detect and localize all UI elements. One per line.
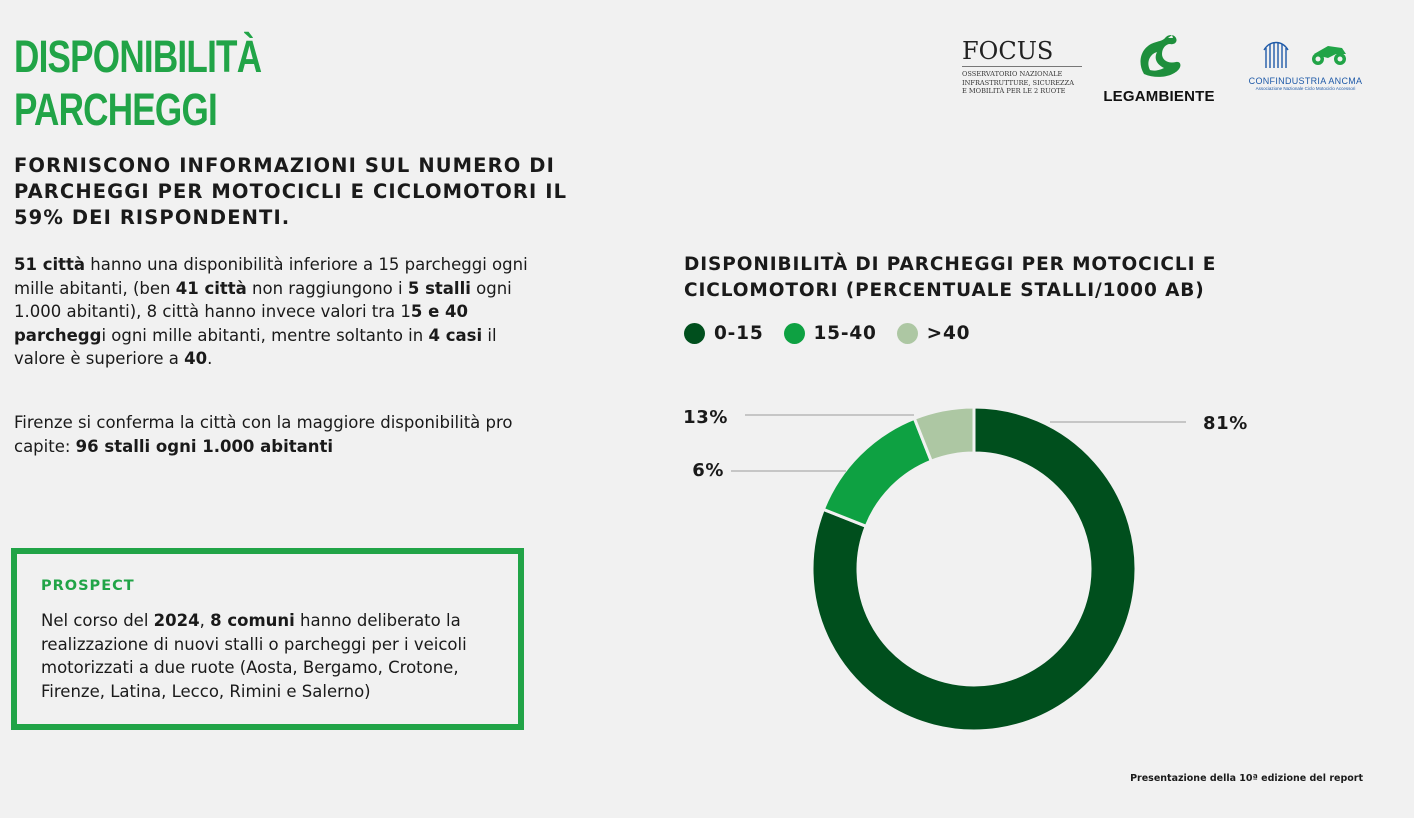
- prospect-text-1: Nel corso del: [41, 611, 154, 630]
- p1-text-5: il valore è superiore a: [14, 325, 497, 368]
- bold-96-stalli: 96 stalli ogni 1.000 abitanti: [75, 436, 334, 456]
- legend-label-15-40: 15-40: [813, 323, 877, 344]
- p2-text-1: Firenze si conferma la città con la maggiore disponibilità pro capite:: [14, 413, 513, 456]
- p1-text-6: .: [207, 349, 213, 368]
- focus-logo-sub-line1: OSSERVATORIO NAZIONALE: [962, 70, 1063, 78]
- bold-5-stalli: 5 stalli: [407, 278, 471, 298]
- focus-logo-sub-line3: E MOBILITÀ PER LE 2 RUOTE: [962, 87, 1066, 95]
- confindustria-logo-subtitle: Associazione Nazionale Ciclo Motociclo Accessori: [1255, 86, 1356, 91]
- p1-text-4: i ogni mille abitanti, mentre soltanto in: [101, 325, 429, 345]
- prospect-bold-8-comuni: 8 comuni: [210, 611, 295, 630]
- prospect-title: PROSPECT: [41, 578, 135, 594]
- p1-text-3: ogni 1.000 abitanti), 8 città hanno invece valori tra 1: [14, 278, 512, 321]
- page-title-line1: DISPONIBILITÀ: [14, 31, 262, 82]
- headline: FORNISCONO INFORMAZIONI SUL NUMERO DI PARCHEGGI PER MOTOCICLI E CICLOMOTORI IL 59% DEI RISPONDENTI.: [14, 154, 568, 229]
- prospect-bold-2024: 2024: [153, 611, 200, 630]
- footer-note: Presentazione della 10ª edizione del report: [1130, 773, 1363, 784]
- focus-logo-word: FOCUS: [962, 37, 1054, 65]
- bold-4-casi: 4 casi: [428, 325, 483, 345]
- data-label-15-40: 13%: [683, 407, 728, 428]
- bold-15-40-parcheggi: 5 e 40 parchegg: [14, 302, 469, 345]
- legend-label-0-15: 0-15: [714, 323, 764, 344]
- data-label-0-15: 81%: [1203, 413, 1248, 434]
- prospect-text-3: hanno deliberato la realizzazione di nuovi stalli o parcheggi per i veicoli motorizzati a due ruote (Aosta, Bergamo, Crotone, Firenze, Latina, Lecco, Rimini e Salerno): [41, 611, 467, 701]
- p1-text-2: non raggiungono i: [246, 278, 408, 298]
- bold-40: 40: [184, 349, 208, 368]
- page-title-line2: PARCHEGGI: [14, 84, 217, 135]
- donut-slice-15-40: [823, 418, 931, 526]
- bold-41-citta: 41 città: [175, 278, 247, 298]
- p1-text-1: hanno una disponibilità inferiore a 15 parcheggi ogni mille abitanti, (ben: [14, 255, 528, 298]
- chart-title: DISPONIBILITÀ DI PARCHEGGI PER MOTOCICLI E CICLOMOTORI (PERCENTUALE STALLI/1000 AB): [684, 254, 1217, 301]
- data-label-over-40: 6%: [692, 460, 724, 481]
- prospect-text-2: ,: [199, 611, 211, 630]
- legend-label-over-40: >40: [926, 323, 971, 344]
- legambiente-logo-word: LEGAMBIENTE: [1103, 88, 1215, 105]
- bold-51-citta: 51 città: [14, 255, 86, 274]
- confindustria-logo-word: CONFINDUSTRIA ANCMA: [1248, 76, 1363, 86]
- focus-logo-sub-line2: INFRASTRUTTURE, SICUREZZA: [962, 78, 1074, 87]
